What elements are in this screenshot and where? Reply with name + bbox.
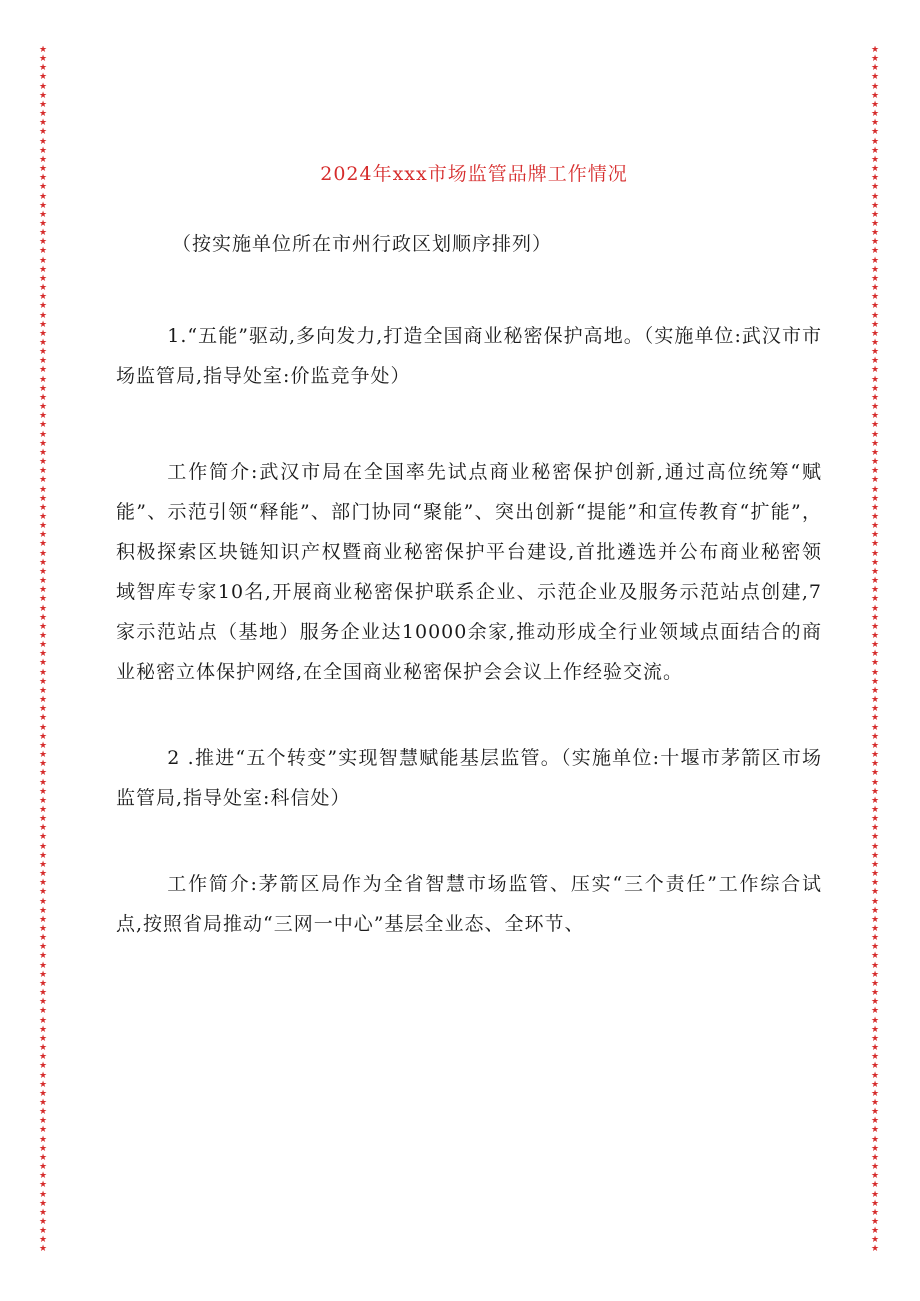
star-icon: ★ <box>870 795 880 806</box>
star-icon: ★ <box>870 46 880 55</box>
star-icon: ★ <box>38 759 48 770</box>
star-icon: ★ <box>38 1070 48 1081</box>
star-icon: ★ <box>38 869 48 880</box>
star-icon: ★ <box>870 511 880 522</box>
star-icon: ★ <box>870 81 880 92</box>
star-icon: ★ <box>870 612 880 623</box>
star-icon: ★ <box>870 896 880 907</box>
star-icon: ★ <box>870 466 880 477</box>
star-icon: ★ <box>870 786 880 797</box>
star-icon: ★ <box>870 1107 880 1118</box>
star-icon: ★ <box>38 209 48 220</box>
star-icon: ★ <box>870 804 880 815</box>
star-icon: ★ <box>38 164 48 175</box>
star-icon: ★ <box>870 145 880 156</box>
star-icon: ★ <box>38 319 48 330</box>
star-icon: ★ <box>870 1217 880 1227</box>
star-icon: ★ <box>870 154 880 165</box>
star-icon: ★ <box>870 823 880 834</box>
star-icon: ★ <box>38 1015 48 1026</box>
star-icon: ★ <box>870 191 880 202</box>
star-icon: ★ <box>870 136 880 147</box>
star-icon: ★ <box>870 493 880 504</box>
item-1-intro: 工作简介:武汉市局在全国率先试点商业秘密保护创新,通过高位统筹“赋能”、示范引领“释能”、部门协同“聚能”、突出创新“提能”和宣传教育“扩能”，积极探索区块链知识产权暨商业秘密保护平台建设,首批遴选并公布商业秘密领域智库专家10名,开展商业秘密保护联系企业、示范企业及服务示范站点创建,7家示范站点（基地）服务企业达10000余家,推动形成全行业领域点面结合的商业秘密立体保护网络,在全国商业秘密保护会会议上作经验交流。 <box>116 461 822 683</box>
star-icon: ★ <box>870 988 880 999</box>
star-icon: ★ <box>870 1180 880 1191</box>
star-icon: ★ <box>870 933 880 944</box>
star-icon: ★ <box>870 750 880 761</box>
star-icon: ★ <box>870 1207 880 1218</box>
star-icon: ★ <box>870 1015 880 1026</box>
star-icon: ★ <box>38 301 48 312</box>
star-icon: ★ <box>38 81 48 92</box>
star-icon: ★ <box>38 1244 48 1255</box>
star-icon: ★ <box>870 1244 880 1255</box>
star-icon: ★ <box>870 383 880 394</box>
star-icon: ★ <box>870 521 880 532</box>
star-icon: ★ <box>38 530 48 541</box>
star-icon: ★ <box>38 511 48 522</box>
star-icon: ★ <box>38 420 48 431</box>
star-icon: ★ <box>870 1006 880 1017</box>
star-icon: ★ <box>38 1207 48 1218</box>
star-icon: ★ <box>38 191 48 202</box>
star-icon: ★ <box>870 905 880 916</box>
star-icon: ★ <box>870 429 880 440</box>
star-icon: ★ <box>38 118 48 129</box>
star-icon: ★ <box>38 594 48 605</box>
star-icon: ★ <box>870 1088 880 1099</box>
star-icon: ★ <box>38 90 48 101</box>
star-icon: ★ <box>38 145 48 156</box>
star-icon: ★ <box>870 228 880 239</box>
star-icon: ★ <box>38 374 48 385</box>
star-icon: ★ <box>870 502 880 513</box>
star-icon: ★ <box>870 1079 880 1090</box>
star-icon: ★ <box>38 823 48 834</box>
star-icon: ★ <box>870 850 880 861</box>
star-icon: ★ <box>870 768 880 779</box>
star-icon: ★ <box>38 1134 48 1145</box>
star-icon: ★ <box>38 338 48 348</box>
star-icon: ★ <box>870 283 880 294</box>
star-icon: ★ <box>38 859 48 870</box>
star-icon: ★ <box>870 859 880 870</box>
star-icon: ★ <box>38 1152 48 1163</box>
star-icon: ★ <box>38 576 48 587</box>
star-icon: ★ <box>870 447 880 458</box>
star-icon: ★ <box>38 667 48 678</box>
star-icon: ★ <box>38 713 48 724</box>
star-icon: ★ <box>38 1198 48 1209</box>
star-icon: ★ <box>870 109 880 120</box>
star-icon: ★ <box>38 402 48 413</box>
star-icon: ★ <box>38 740 48 751</box>
item-2-heading: 2 .推进“五个转变”实现智慧赋能基层监管。（实施单位:十堰市茅箭区市场监管局,指导处室:科信处） <box>116 747 822 809</box>
star-icon: ★ <box>38 475 48 486</box>
document-subtitle: （按实施单位所在市州行政区划顺序排列） <box>172 233 553 255</box>
star-icon: ★ <box>870 539 880 550</box>
star-icon: ★ <box>38 356 48 367</box>
star-icon: ★ <box>38 46 48 55</box>
star-icon: ★ <box>870 557 880 568</box>
star-icon: ★ <box>870 292 880 303</box>
star-icon: ★ <box>870 1043 880 1054</box>
star-icon: ★ <box>870 1061 880 1072</box>
star-icon: ★ <box>870 338 880 348</box>
star-icon: ★ <box>870 484 880 495</box>
item-1-heading: 1.“五能”驱动,多向发力,打造全国商业秘密保护高地。（实施单位:武汉市市场监管局,指导处室:价监竞争处） <box>116 325 822 387</box>
star-icon: ★ <box>870 869 880 880</box>
star-icon: ★ <box>870 127 880 138</box>
star-icon: ★ <box>870 814 880 825</box>
star-icon: ★ <box>38 786 48 797</box>
star-icon: ★ <box>870 924 880 934</box>
star-icon: ★ <box>38 255 48 266</box>
left-star-border <box>36 46 50 1256</box>
star-icon: ★ <box>38 273 48 284</box>
star-icon: ★ <box>38 585 48 596</box>
star-icon: ★ <box>870 914 880 925</box>
star-icon: ★ <box>38 878 48 889</box>
star-icon: ★ <box>38 951 48 962</box>
right-star-border <box>868 46 882 1256</box>
star-icon: ★ <box>870 1125 880 1136</box>
star-icon: ★ <box>870 374 880 385</box>
star-icon: ★ <box>870 685 880 696</box>
star-icon: ★ <box>870 1171 880 1182</box>
star-icon: ★ <box>38 1097 48 1108</box>
star-icon: ★ <box>38 1024 48 1035</box>
star-icon: ★ <box>870 951 880 962</box>
star-icon: ★ <box>38 750 48 761</box>
star-icon: ★ <box>38 631 48 641</box>
star-icon: ★ <box>38 1061 48 1072</box>
star-icon: ★ <box>870 347 880 358</box>
star-icon: ★ <box>38 557 48 568</box>
star-icon: ★ <box>870 411 880 422</box>
star-icon: ★ <box>38 1189 48 1200</box>
star-icon: ★ <box>38 1235 48 1246</box>
star-icon: ★ <box>38 777 48 788</box>
star-icon: ★ <box>38 896 48 907</box>
star-icon: ★ <box>870 72 880 83</box>
star-icon: ★ <box>38 99 48 110</box>
star-icon: ★ <box>870 676 880 687</box>
star-icon: ★ <box>870 1235 880 1246</box>
star-icon: ★ <box>38 228 48 239</box>
star-icon: ★ <box>38 1162 48 1173</box>
star-icon: ★ <box>38 850 48 861</box>
star-icon: ★ <box>870 740 880 751</box>
star-icon: ★ <box>38 1043 48 1054</box>
star-icon: ★ <box>38 988 48 999</box>
star-icon: ★ <box>38 328 48 339</box>
star-icon: ★ <box>870 1033 880 1044</box>
star-icon: ★ <box>38 109 48 120</box>
star-icon: ★ <box>870 576 880 587</box>
star-icon: ★ <box>38 502 48 513</box>
item-2-intro: 工作简介:茅箭区局作为全省智慧市场监管、压实“三个责任”工作综合试点,按照省局推动“三网一中心”基层全业态、全环节、 <box>116 873 822 935</box>
star-icon: ★ <box>38 1180 48 1191</box>
star-icon: ★ <box>870 54 880 65</box>
star-icon: ★ <box>38 438 48 449</box>
star-icon: ★ <box>38 457 48 468</box>
star-icon: ★ <box>38 383 48 394</box>
star-icon: ★ <box>870 1226 880 1237</box>
star-icon: ★ <box>38 347 48 358</box>
star-icon: ★ <box>38 466 48 477</box>
star-icon: ★ <box>38 283 48 294</box>
star-icon: ★ <box>38 841 48 852</box>
star-icon: ★ <box>38 54 48 65</box>
star-icon: ★ <box>38 676 48 687</box>
star-icon: ★ <box>870 246 880 257</box>
star-icon: ★ <box>38 200 48 211</box>
star-icon: ★ <box>870 273 880 284</box>
star-icon: ★ <box>870 1052 880 1063</box>
star-icon: ★ <box>870 1070 880 1081</box>
star-icon: ★ <box>870 585 880 596</box>
star-icon: ★ <box>870 209 880 220</box>
star-icon: ★ <box>870 1116 880 1127</box>
star-icon: ★ <box>870 1198 880 1209</box>
star-icon: ★ <box>870 658 880 669</box>
star-icon: ★ <box>870 1097 880 1108</box>
star-icon: ★ <box>870 99 880 110</box>
star-icon: ★ <box>870 713 880 724</box>
star-icon: ★ <box>38 1116 48 1127</box>
star-icon: ★ <box>870 530 880 541</box>
star-icon: ★ <box>38 521 48 532</box>
star-icon: ★ <box>870 173 880 184</box>
star-icon: ★ <box>870 878 880 889</box>
star-icon: ★ <box>38 795 48 806</box>
star-icon: ★ <box>38 136 48 147</box>
star-icon: ★ <box>38 539 48 550</box>
star-icon: ★ <box>38 933 48 944</box>
star-icon: ★ <box>38 493 48 504</box>
star-icon: ★ <box>870 255 880 266</box>
star-icon: ★ <box>38 658 48 669</box>
star-icon: ★ <box>38 804 48 815</box>
star-icon: ★ <box>870 328 880 339</box>
star-icon: ★ <box>870 759 880 770</box>
star-icon: ★ <box>870 218 880 229</box>
star-icon: ★ <box>870 90 880 101</box>
star-icon: ★ <box>870 319 880 330</box>
star-icon: ★ <box>38 154 48 165</box>
star-icon: ★ <box>870 182 880 193</box>
star-icon: ★ <box>38 924 48 934</box>
star-icon: ★ <box>870 457 880 468</box>
star-icon: ★ <box>870 402 880 413</box>
star-icon: ★ <box>870 392 880 403</box>
document-title: 2024年xxx市场监管品牌工作情况 <box>320 163 628 185</box>
star-icon: ★ <box>870 63 880 74</box>
star-icon: ★ <box>38 548 48 559</box>
star-icon: ★ <box>38 685 48 696</box>
star-icon: ★ <box>870 731 880 742</box>
document-page <box>116 160 822 944</box>
star-icon: ★ <box>38 1217 48 1227</box>
star-icon: ★ <box>870 997 880 1008</box>
star-icon: ★ <box>38 264 48 275</box>
star-icon: ★ <box>38 1143 48 1154</box>
star-icon: ★ <box>38 484 48 495</box>
star-icon: ★ <box>870 164 880 175</box>
star-icon: ★ <box>38 218 48 229</box>
star-icon: ★ <box>870 887 880 898</box>
star-icon: ★ <box>38 237 48 248</box>
star-icon: ★ <box>870 356 880 367</box>
star-icon: ★ <box>38 72 48 83</box>
star-icon: ★ <box>38 978 48 989</box>
star-icon: ★ <box>38 566 48 577</box>
star-icon: ★ <box>38 914 48 925</box>
star-icon: ★ <box>870 631 880 641</box>
star-icon: ★ <box>870 118 880 129</box>
star-icon: ★ <box>38 612 48 623</box>
star-icon: ★ <box>870 832 880 843</box>
star-icon: ★ <box>870 640 880 651</box>
star-icon: ★ <box>38 969 48 980</box>
star-icon: ★ <box>870 264 880 275</box>
star-icon: ★ <box>38 429 48 440</box>
star-icon: ★ <box>870 566 880 577</box>
star-icon: ★ <box>870 704 880 715</box>
star-icon: ★ <box>870 548 880 559</box>
star-icon: ★ <box>38 1079 48 1090</box>
star-icon: ★ <box>870 1134 880 1145</box>
star-icon: ★ <box>38 997 48 1008</box>
star-icon: ★ <box>870 960 880 971</box>
star-icon: ★ <box>38 942 48 953</box>
star-icon: ★ <box>870 1024 880 1035</box>
star-icon: ★ <box>38 392 48 403</box>
star-icon: ★ <box>870 667 880 678</box>
star-icon: ★ <box>870 1152 880 1163</box>
star-icon: ★ <box>870 777 880 788</box>
star-icon: ★ <box>38 1125 48 1136</box>
star-icon: ★ <box>870 1189 880 1200</box>
star-icon: ★ <box>870 420 880 431</box>
star-icon: ★ <box>38 292 48 303</box>
star-icon: ★ <box>38 1006 48 1017</box>
star-icon: ★ <box>870 942 880 953</box>
star-icon: ★ <box>870 301 880 312</box>
star-icon: ★ <box>38 695 48 706</box>
star-icon: ★ <box>38 887 48 898</box>
star-icon: ★ <box>38 832 48 843</box>
star-icon: ★ <box>38 182 48 193</box>
star-icon: ★ <box>38 63 48 74</box>
star-icon: ★ <box>870 438 880 449</box>
star-icon: ★ <box>870 1143 880 1154</box>
star-icon: ★ <box>38 365 48 376</box>
star-icon: ★ <box>38 246 48 257</box>
star-icon: ★ <box>38 768 48 779</box>
star-icon: ★ <box>38 722 48 733</box>
star-icon: ★ <box>870 978 880 989</box>
star-icon: ★ <box>38 1088 48 1099</box>
star-icon: ★ <box>38 1171 48 1182</box>
star-icon: ★ <box>38 173 48 184</box>
star-icon: ★ <box>870 310 880 321</box>
star-icon: ★ <box>38 640 48 651</box>
star-icon: ★ <box>870 200 880 211</box>
star-icon: ★ <box>38 447 48 458</box>
star-icon: ★ <box>38 127 48 138</box>
star-icon: ★ <box>38 621 48 632</box>
star-icon: ★ <box>870 594 880 605</box>
star-icon: ★ <box>38 411 48 422</box>
star-icon: ★ <box>38 905 48 916</box>
star-icon: ★ <box>870 1162 880 1173</box>
star-icon: ★ <box>870 475 880 486</box>
star-icon: ★ <box>870 649 880 660</box>
star-icon: ★ <box>870 237 880 248</box>
star-icon: ★ <box>870 722 880 733</box>
star-icon: ★ <box>38 960 48 971</box>
star-icon: ★ <box>38 704 48 715</box>
star-icon: ★ <box>38 603 48 614</box>
star-icon: ★ <box>38 731 48 742</box>
star-icon: ★ <box>38 649 48 660</box>
star-icon: ★ <box>870 621 880 632</box>
star-icon: ★ <box>38 1052 48 1063</box>
star-icon: ★ <box>38 310 48 321</box>
star-icon: ★ <box>38 1226 48 1237</box>
star-icon: ★ <box>870 841 880 852</box>
star-icon: ★ <box>870 365 880 376</box>
star-icon: ★ <box>38 1107 48 1118</box>
star-icon: ★ <box>870 695 880 706</box>
star-icon: ★ <box>38 1033 48 1044</box>
star-icon: ★ <box>870 969 880 980</box>
star-icon: ★ <box>38 814 48 825</box>
star-icon: ★ <box>870 603 880 614</box>
